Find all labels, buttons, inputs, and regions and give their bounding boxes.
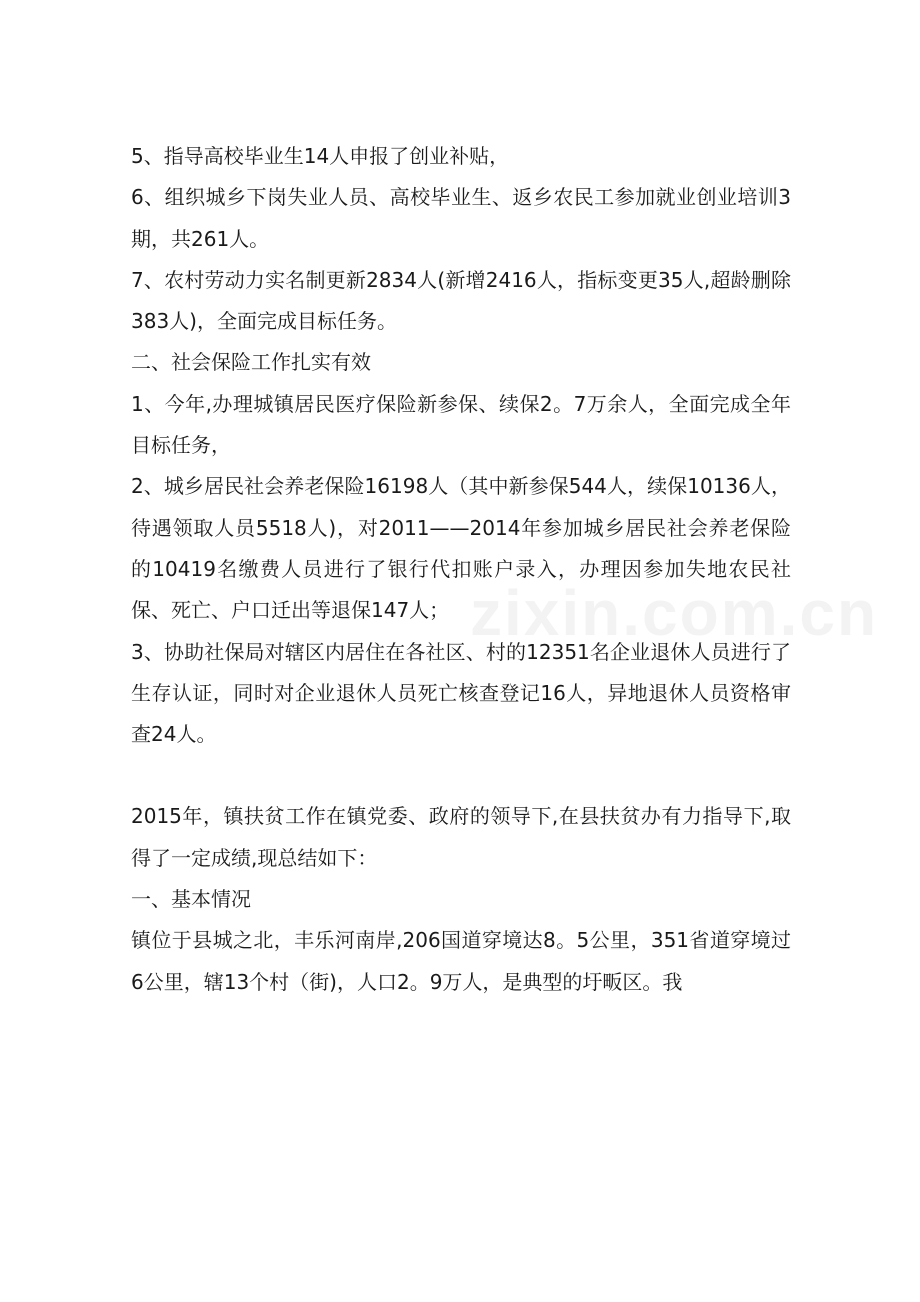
document-body — [131, 136, 791, 1003]
paragraph-item-5: 5、指导高校毕业生14人申报了创业补贴， — [131, 144, 510, 168]
section-heading-basic-info: 一、基本情况 — [131, 887, 251, 912]
section-heading-social-insurance: 二、社会保险工作扎实有效 — [131, 350, 371, 375]
paragraph-poverty-intro: 2015年，镇扶贫工作在镇党委、政府的领导下,在县扶贫办有力指导下,取得了一定成绩,现总结如下： — [131, 804, 791, 870]
paragraph-item-6: 6、组织城乡下岗失业人员、高校毕业生、返乡农民工参加就业创业培训3期，共261人。 — [131, 185, 791, 251]
paragraph-town-overview: 镇位于县城之北，丰乐河南岸,206国道穿境达8。5公里，351省道穿境过6公里，辖13个村（街)，人口2。9万人，是典型的圩畈区。我 — [131, 928, 791, 994]
paragraph-insurance-2: 2、城乡居民社会养老保险16198人（其中新参保544人，续保10136人，待遇领取人员5518人)，对2011——2014年参加城乡居民社会养老保险的10419名缴费人员进行了银行代扣账户录入，办理因参加失地农民社保、死亡、户口迁出等退保147人； — [131, 474, 791, 623]
paragraph-insurance-3: 3、协助社保局对辖区内居住在各社区、村的12351名企业退休人员进行了生存认证，同时对企业退休人员死亡核查登记16人，异地退休人员资格审查24人。 — [131, 639, 791, 747]
watermark-text: zixin.com.cn — [470, 577, 879, 649]
paragraph-item-7: 7、农村劳动力实名制更新2834人(新增2416人，指标变更35人,超龄删除383人)，全面完成目标任务。 — [131, 267, 791, 334]
paragraph-insurance-1: 1、今年,办理城镇居民医疗保险新参保、续保2。7万余人，全面完成全年目标任务， — [131, 391, 791, 458]
paragraph-spacer — [131, 755, 791, 796]
